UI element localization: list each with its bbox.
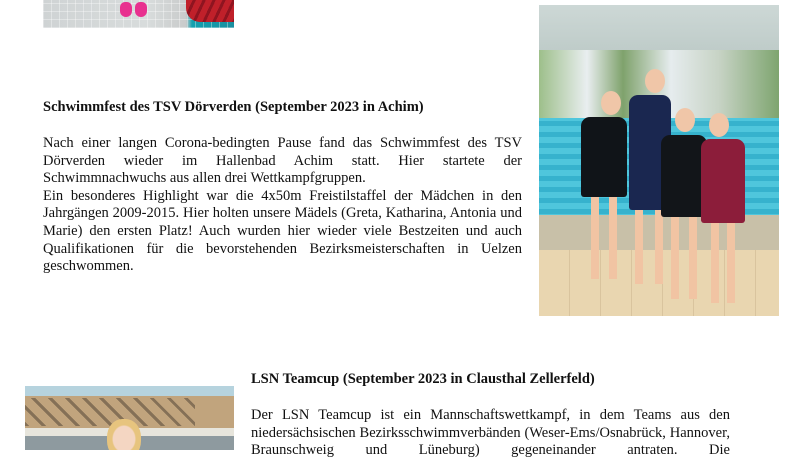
pool-deck-photo (43, 0, 234, 28)
section-body-teamcup (251, 407, 730, 460)
teamcup-photo (25, 386, 234, 450)
paragraph: Nach einer langen Corona-bedingten Pause fand das Schwimmfest des TSV Dörverden wieder im Hallenbad Achim statt. Hier startete der Schwimmnachwuchs aus allen drei Wettkampfgruppen. (43, 135, 522, 187)
team-relay-photo (539, 5, 779, 316)
paragraph: Der LSN Teamcup ist ein Mannschaftswettkampf, in dem Teams aus den niedersächsischen Bezirksschwimmverbänden (Weser-Ems/Osnabrück, Hannover, Braunschweig und Lüneburg) gegeneinander antraten. Die (251, 407, 730, 459)
section-heading-schwimmfest: Schwimmfest des TSV Dörverden (September 2023 in Achim) (43, 99, 424, 115)
section-body-schwimmfest (43, 135, 522, 276)
section-heading-teamcup: LSN Teamcup (September 2023 in Clausthal Zellerfeld) (251, 371, 595, 387)
paragraph: Ein besonderes Highlight war die 4x50m Freistilstaffel der Mädchen in den Jahrgängen 2009-2015. Hier holten unsere Mädels (Greta, Katharina, Antonia und Marie) den ersten Platz! Auch wurden hier wieder viele Bestzeiten und auch Qualifikationen für die bevorstehenden Bezirksmeisterschaften in Uelzen geschwommen. (43, 187, 522, 275)
